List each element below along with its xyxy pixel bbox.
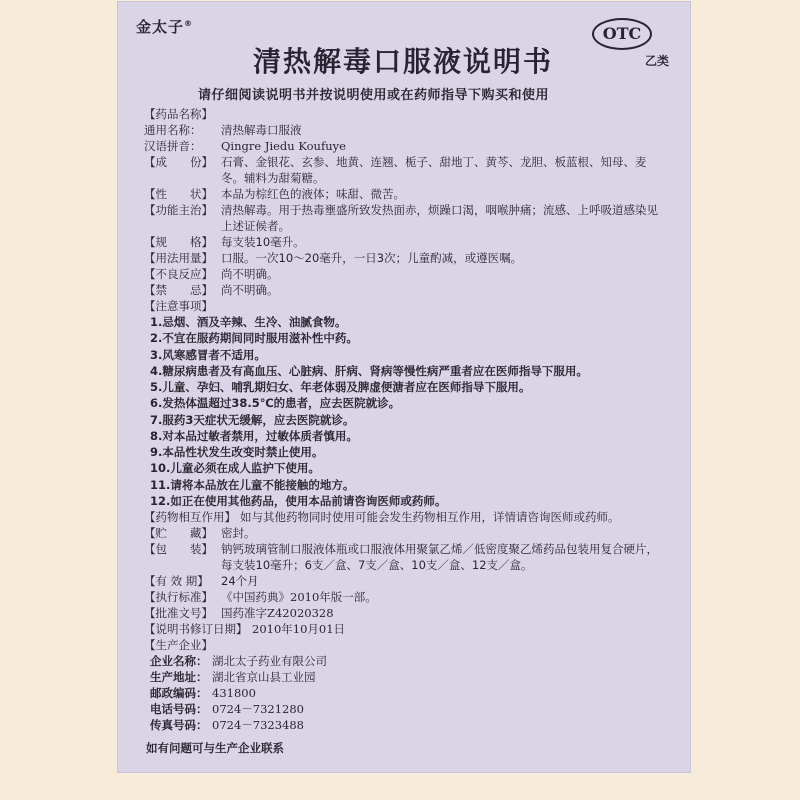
precaution-item: 1.忌烟、酒及辛辣、生冷、油腻食物。 (150, 315, 347, 329)
adverse-label: 【不良反应】 (144, 267, 213, 281)
reading-notice: 请仔细阅读说明书并按说明使用或在药师指导下购买和使用 (198, 88, 550, 103)
section-manufacturer: 【生产企业】 (144, 638, 213, 652)
pinyin-row (144, 138, 674, 154)
fax-label: 传真号码： (150, 718, 208, 732)
indications-row (144, 202, 674, 234)
precaution-item: 6.发热体温超过38.5℃的患者，应去医院就诊。 (150, 396, 401, 411)
dosage-label: 【用法用量】 (144, 251, 213, 265)
postcode-label: 邮政编码： (150, 686, 208, 700)
precaution-item: 3.风寒感冒者不适用。 (150, 347, 266, 362)
pinyin-label: 汉语拼音： (144, 139, 202, 153)
interactions-label: 【药物相互作用】 (144, 510, 236, 524)
appearance-row (144, 186, 674, 202)
standard-label: 【执行标准】 (144, 590, 213, 604)
indications-value: 清热解毒。用于热毒壅盛所致发热面赤，烦躁口渴，咽喉肿痛；流感、上呼吸道感染见上述证候者。 (221, 203, 658, 233)
package-value: 钠钙玻璃管制口服液体瓶或口服液体用聚氯乙烯／低密度聚乙烯药品包装用复合硬片，每支装10毫升；6支／盒、7支／盒、10支／盒、12支／盒。 (221, 542, 658, 572)
spec-label: 【规 格】 (144, 235, 213, 249)
validity-row (144, 573, 674, 589)
manufacturer-row (144, 701, 674, 717)
generic-name-label: 通用名称： (144, 123, 202, 137)
revision-label: 【说明书修订日期】 (144, 622, 248, 636)
ingredients-row (144, 154, 674, 186)
manufacturer-address-value: 湖北省京山县工业园 (212, 670, 316, 684)
adverse-value: 尚不明确。 (221, 267, 279, 281)
spec-row (144, 234, 674, 250)
spec-value: 每支装10毫升。 (221, 235, 305, 249)
standard-row (144, 589, 674, 605)
appearance-value: 本品为棕红色的液体；味甜、微苦。 (221, 187, 405, 201)
generic-name-row (144, 122, 674, 138)
page-title: 清热解毒口服液说明书 (253, 45, 554, 78)
storage-row (144, 525, 674, 541)
validity-label: 【有 效 期】 (144, 574, 209, 588)
manufacturer-row (144, 653, 674, 669)
section-drug-name: 【药品名称】 (144, 107, 213, 121)
standard-value: 《中国药典》2010年版一部。 (221, 590, 377, 604)
precaution-item: 12.如正在使用其他药品，使用本品前请咨询医师或药师。 (150, 493, 447, 508)
precaution-item: 8.对本品过敏者禁用，过敏体质者慎用。 (150, 428, 358, 443)
precaution-item: 9.本品性状发生改变时禁止使用。 (150, 445, 324, 459)
instruction-leaflet (118, 2, 690, 772)
contact-footer: 如有问题可与生产企业联系 (146, 741, 284, 755)
ingredients-label: 【成 份】 (144, 155, 213, 169)
interactions-row (144, 509, 674, 525)
ingredients-value: 石膏、金银花、玄参、地黄、连翘、栀子、甜地丁、黄芩、龙胆、板蓝根、知母、麦冬。辅料为甜菊糖。 (221, 155, 647, 185)
approval-value: 国药准字Z42020328 (221, 606, 334, 620)
contraindications-row (144, 282, 674, 298)
precaution-item: 2.不宜在服药期间同时服用滋补性中药。 (150, 331, 358, 346)
adverse-row (144, 266, 674, 282)
precaution-item: 5.儿童、孕妇、哺乳期妇女、年老体弱及脾虚便溏者应在医师指导下服用。 (150, 380, 531, 394)
pinyin-value: Qingre Jiedu Koufuye (221, 139, 346, 153)
indications-label: 【功能主治】 (144, 203, 213, 217)
precaution-item: 4.糖尿病患者及有高血压、心脏病、肝病、肾病等慢性病严重者应在医师指导下服用。 (150, 363, 588, 378)
fax-value: 0724－7323488 (212, 718, 304, 732)
manufacturer-row (144, 685, 674, 701)
manufacturer-address-label: 生产地址： (150, 670, 208, 684)
package-row (144, 541, 674, 573)
contraindications-value: 尚不明确。 (221, 283, 279, 297)
dosage-row (144, 250, 674, 266)
brand-logo: 金太子® (136, 18, 194, 36)
storage-label: 【贮 藏】 (144, 526, 213, 540)
precaution-item: 11.请将本品放在儿童不能接触的地方。 (150, 477, 355, 492)
postcode-value: 431800 (212, 686, 256, 700)
precaution-item: 10.儿童必须在成人监护下使用。 (150, 461, 320, 476)
manufacturer-name-label: 企业名称： (150, 654, 208, 668)
approval-label: 【批准文号】 (144, 606, 213, 620)
revision-value: 2010年10月01日 (252, 622, 346, 636)
phone-value: 0724－7321280 (212, 702, 304, 716)
section-precautions: 【注意事项】 (144, 299, 213, 313)
revision-row (144, 621, 674, 637)
generic-name-value: 清热解毒口服液 (221, 123, 302, 137)
phone-label: 电话号码： (150, 702, 208, 716)
approval-row (144, 605, 674, 621)
appearance-label: 【性 状】 (144, 187, 213, 201)
otc-badge: OTC (592, 18, 652, 50)
storage-value: 密封。 (221, 526, 256, 540)
otc-class-label: 乙类 (645, 54, 670, 68)
manufacturer-row (144, 669, 674, 685)
contraindications-label: 【禁 忌】 (144, 283, 213, 297)
dosage-value: 口服。一次10～20毫升，一日3次；儿童酌减，或遵医嘱。 (221, 251, 523, 265)
package-label: 【包 装】 (144, 542, 213, 556)
manufacturer-row (144, 717, 674, 733)
interactions-value: 如与其他药物同时使用可能会发生药物相互作用，详情请咨询医师或药师。 (240, 510, 620, 524)
manufacturer-name-value: 湖北太子药业有限公司 (212, 654, 327, 668)
precaution-item: 7.服药3天症状无缓解，应去医院就诊。 (150, 412, 355, 427)
validity-value: 24个月 (221, 574, 259, 588)
leaflet-content (144, 106, 674, 733)
